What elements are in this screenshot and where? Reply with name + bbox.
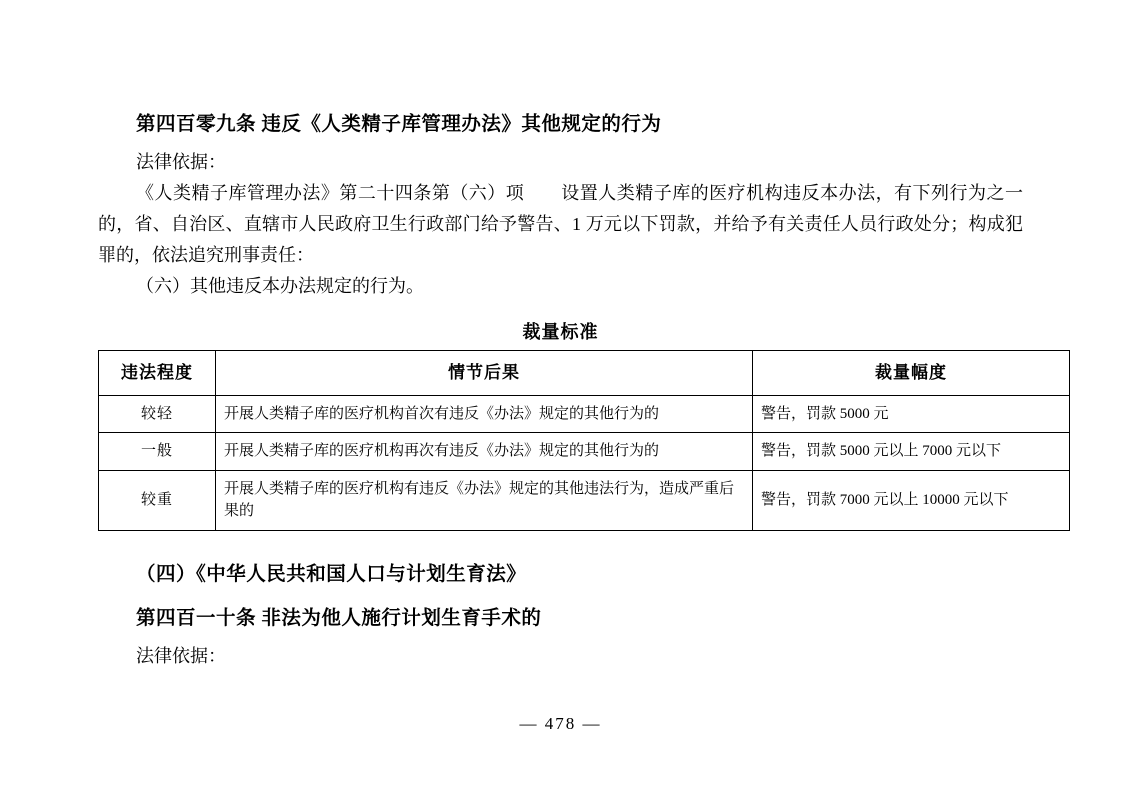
column-header-range: 裁量幅度 — [753, 351, 1070, 396]
cell-circumstance: 开展人类精子库的医疗机构有违反《办法》规定的其他违法行为，造成严重后果的 — [216, 470, 753, 530]
cell-circumstance: 开展人类精子库的医疗机构再次有违反《办法》规定的其他行为的 — [216, 433, 753, 471]
discretion-standard-table — [98, 350, 1070, 531]
table-header-row — [99, 351, 1070, 396]
article-409-basis-text: 《人类精子库管理办法》第二十四条第（六）项 设置人类精子库的医疗机构违反本办法，有下列行为之一的，省、自治区、直辖市人民政府卫生行政部门给予警告、1 万元以下罚款，并给予有关责任人员行政处分；构成犯罪的，依法追究刑事责任： — [98, 183, 1023, 266]
page-content — [98, 110, 1023, 672]
table-title: 裁量标准 — [522, 322, 599, 343]
article-409-item-six: （六）其他违反本办法规定的行为。 — [136, 276, 424, 297]
cell-range: 警告，罚款 7000 元以上 10000 元以下 — [753, 470, 1070, 530]
table-body — [99, 395, 1070, 530]
article-410-basis-label: 法律依据： — [136, 645, 226, 666]
cell-range: 警告，罚款 5000 元以上 7000 元以下 — [753, 433, 1070, 471]
article-409-heading: 第四百零九条 违反《人类精子库管理办法》其他规定的行为 — [136, 114, 662, 135]
column-header-degree: 违法程度 — [99, 351, 216, 396]
table-row — [99, 470, 1070, 530]
column-header-circumstance: 情节后果 — [216, 351, 753, 396]
cell-degree: 较轻 — [99, 395, 216, 433]
cell-circumstance: 开展人类精子库的医疗机构首次有违反《办法》规定的其他行为的 — [216, 395, 753, 433]
article-410-heading: 第四百一十条 非法为他人施行计划生育手术的 — [136, 607, 542, 629]
cell-degree: 一般 — [99, 433, 216, 471]
page-number: — 478 — — [519, 714, 602, 733]
table-row — [99, 433, 1070, 471]
table-row — [99, 395, 1070, 433]
spacer — [98, 531, 1023, 559]
spacer — [98, 590, 1023, 604]
section-four-heading: （四）《中华人民共和国人口与计划生育法》 — [136, 563, 527, 585]
article-409-basis-label: 法律依据： — [136, 152, 226, 173]
table-header — [99, 351, 1070, 396]
cell-degree: 较重 — [99, 470, 216, 530]
cell-range: 警告，罚款 5000 元 — [753, 395, 1070, 433]
